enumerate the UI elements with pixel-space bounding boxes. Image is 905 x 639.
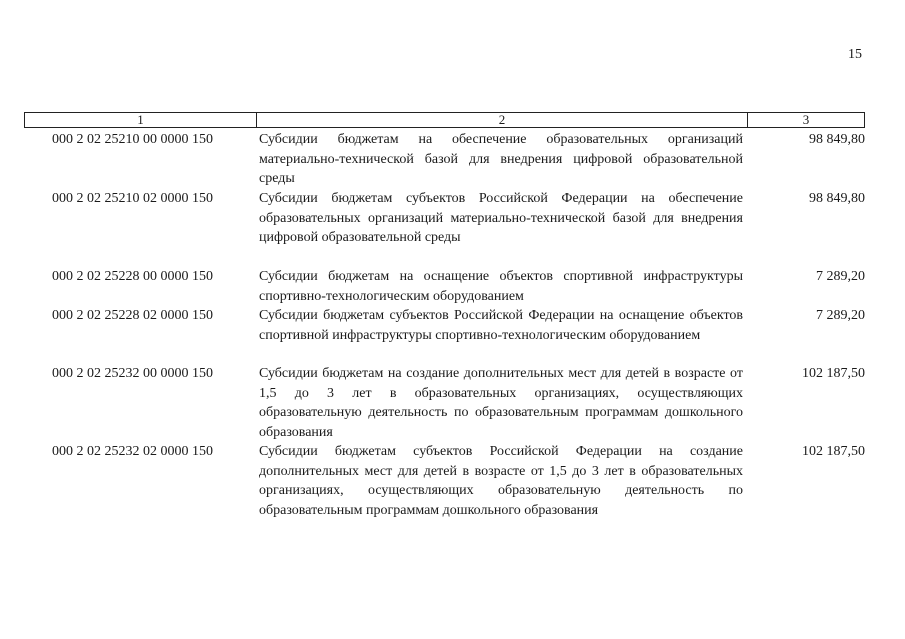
column-header-1: 1 xyxy=(25,113,257,127)
budget-code: 000 2 02 25210 02 0000 150 xyxy=(52,191,213,206)
page-number: 15 xyxy=(848,47,862,62)
amount: 98 849,80 xyxy=(809,191,865,206)
income-description: Субсидии бюджетам на оснащение объектов спортивной инфраструктуры спортивно-технологическим оборудованием xyxy=(259,269,743,304)
column-header-3: 3 xyxy=(802,112,810,127)
amount: 7 289,20 xyxy=(816,308,865,323)
budget-code: 000 2 02 25228 02 0000 150 xyxy=(52,308,213,323)
budget-code: 000 2 02 25210 00 0000 150 xyxy=(52,132,213,147)
table-header xyxy=(24,112,865,128)
column-header-2: 2 xyxy=(257,113,748,127)
budget-code: 000 2 02 25232 02 0000 150 xyxy=(52,444,213,459)
income-description: Субсидии бюджетам на создание дополнительных мест для детей в возрасте от 1,5 до 3 лет в образовательных организациях, осуществляющих образовательную деятельность по образовательным программам дошкольного образования xyxy=(259,366,743,440)
amount: 102 187,50 xyxy=(802,366,865,381)
income-description: Субсидии бюджетам субъектов Российской Федерации на обеспечение образовательных организаций материально-технической базой для внедрения цифровой образовательной среды xyxy=(259,191,743,245)
budget-code: 000 2 02 25232 00 0000 150 xyxy=(52,366,213,381)
budget-code: 000 2 02 25228 00 0000 150 xyxy=(52,269,213,284)
amount: 98 849,80 xyxy=(809,132,865,147)
income-description: Субсидии бюджетам субъектов Российской Федерации на оснащение объектов спортивной инфраструктуры спортивно-технологическим оборудованием xyxy=(259,308,743,343)
amount: 102 187,50 xyxy=(802,444,865,459)
amount: 7 289,20 xyxy=(816,269,865,284)
income-description: Субсидии бюджетам на обеспечение образовательных организаций материально-технической базой для внедрения цифровой образовательной среды xyxy=(259,132,743,186)
income-description: Субсидии бюджетам субъектов Российской Федерации на создание дополнительных мест для детей в возрасте от 1,5 до 3 лет в образовательных организациях, осуществляющих образовательную деятельность по образовательным программам дошкольного образования xyxy=(259,444,743,518)
